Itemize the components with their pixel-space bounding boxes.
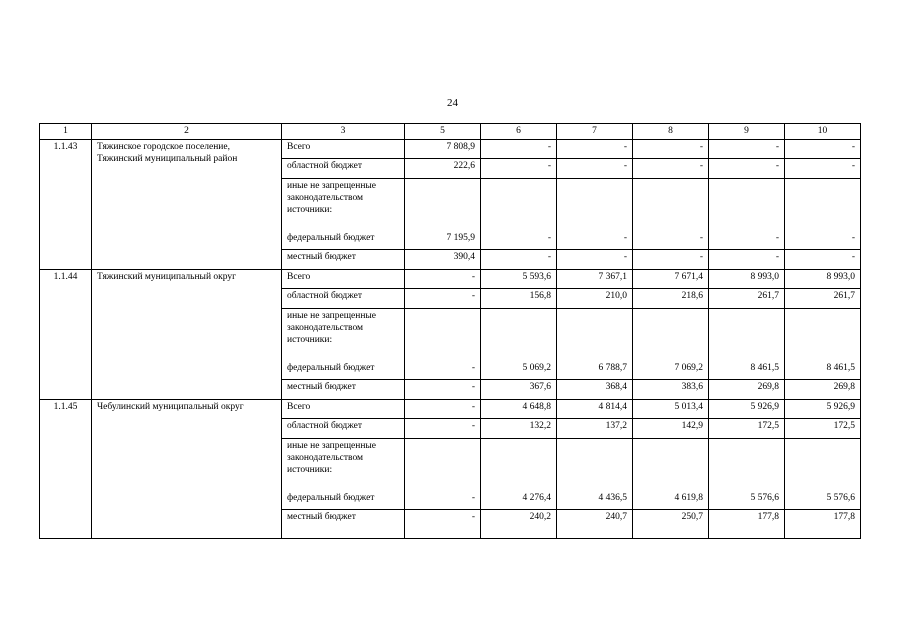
budget-value: 5 593,6 bbox=[481, 269, 557, 288]
budget-value: 4 648,8 bbox=[481, 399, 557, 418]
budget-value: 7 069,2 bbox=[633, 361, 709, 380]
budget-value: 177,8 bbox=[709, 510, 785, 539]
budget-value: - bbox=[405, 289, 481, 308]
budget-value: - bbox=[557, 159, 633, 178]
budget-value: - bbox=[481, 159, 557, 178]
budget-value: - bbox=[481, 231, 557, 250]
budget-value: 368,4 bbox=[557, 380, 633, 399]
budget-value: 137,2 bbox=[557, 419, 633, 438]
budget-value: 5 926,9 bbox=[709, 399, 785, 418]
budget-value bbox=[785, 308, 861, 361]
municipality-name: Тяжинский муниципальный округ bbox=[92, 269, 282, 399]
budget-value: 172,5 bbox=[709, 419, 785, 438]
funding-source-label: иные не запрещенные законодательством источники: bbox=[282, 308, 405, 361]
column-header: 5 bbox=[405, 124, 481, 140]
budget-value bbox=[557, 308, 633, 361]
page-number: 24 bbox=[447, 97, 458, 109]
budget-value bbox=[709, 438, 785, 491]
funding-source-label: Всего bbox=[282, 399, 405, 418]
budget-value: - bbox=[405, 269, 481, 288]
budget-value: 210,0 bbox=[557, 289, 633, 308]
budget-value: 172,5 bbox=[785, 419, 861, 438]
budget-value: - bbox=[633, 140, 709, 159]
budget-value: 240,7 bbox=[557, 510, 633, 539]
budget-value: 8 461,5 bbox=[709, 361, 785, 380]
funding-source-label: Всего bbox=[282, 140, 405, 159]
funding-source-label: местный бюджет bbox=[282, 250, 405, 269]
budget-value: 8 461,5 bbox=[785, 361, 861, 380]
budget-value bbox=[481, 308, 557, 361]
budget-value: 5 069,2 bbox=[481, 361, 557, 380]
table-body bbox=[40, 124, 861, 539]
budget-value: 5 576,6 bbox=[785, 491, 861, 510]
budget-value bbox=[709, 178, 785, 231]
funding-source-label: областной бюджет bbox=[282, 159, 405, 178]
budget-value: 4 619,8 bbox=[633, 491, 709, 510]
budget-value: - bbox=[405, 419, 481, 438]
budget-table bbox=[39, 123, 861, 539]
budget-value: 240,2 bbox=[481, 510, 557, 539]
budget-value bbox=[405, 178, 481, 231]
funding-source-label: областной бюджет bbox=[282, 289, 405, 308]
budget-value: 7 367,1 bbox=[557, 269, 633, 288]
column-header: 7 bbox=[557, 124, 633, 140]
budget-value bbox=[709, 308, 785, 361]
table-row bbox=[40, 269, 861, 288]
budget-value: 142,9 bbox=[633, 419, 709, 438]
budget-value: - bbox=[557, 250, 633, 269]
column-header: 2 bbox=[92, 124, 282, 140]
budget-value: - bbox=[709, 140, 785, 159]
budget-value: 390,4 bbox=[405, 250, 481, 269]
column-header: 6 bbox=[481, 124, 557, 140]
budget-value: - bbox=[785, 140, 861, 159]
column-header: 1 bbox=[40, 124, 92, 140]
budget-value: 177,8 bbox=[785, 510, 861, 539]
funding-source-label: Всего bbox=[282, 269, 405, 288]
budget-value: - bbox=[785, 159, 861, 178]
municipality-name: Чебулинский муниципальный округ bbox=[92, 399, 282, 538]
budget-value: 269,8 bbox=[785, 380, 861, 399]
budget-value: 8 993,0 bbox=[785, 269, 861, 288]
budget-value bbox=[633, 178, 709, 231]
budget-value: - bbox=[481, 140, 557, 159]
budget-value bbox=[557, 438, 633, 491]
budget-value: - bbox=[405, 399, 481, 418]
funding-source-label: федеральный бюджет bbox=[282, 361, 405, 380]
budget-value: 383,6 bbox=[633, 380, 709, 399]
column-header-row bbox=[40, 124, 861, 140]
municipality-name: Тяжинское городское поселение, Тяжинский муниципальный район bbox=[92, 140, 282, 270]
budget-value: - bbox=[709, 250, 785, 269]
budget-value: 222,6 bbox=[405, 159, 481, 178]
row-code: 1.1.45 bbox=[40, 399, 92, 538]
budget-value: - bbox=[557, 140, 633, 159]
budget-value bbox=[481, 178, 557, 231]
budget-value: 218,6 bbox=[633, 289, 709, 308]
budget-value: 4 276,4 bbox=[481, 491, 557, 510]
funding-source-label: областной бюджет bbox=[282, 419, 405, 438]
budget-value: - bbox=[405, 491, 481, 510]
budget-value bbox=[481, 438, 557, 491]
budget-value: - bbox=[633, 159, 709, 178]
row-code: 1.1.44 bbox=[40, 269, 92, 399]
budget-value: 7 808,9 bbox=[405, 140, 481, 159]
column-header: 10 bbox=[785, 124, 861, 140]
budget-value: 8 993,0 bbox=[709, 269, 785, 288]
budget-value: 250,7 bbox=[633, 510, 709, 539]
budget-value: 269,8 bbox=[709, 380, 785, 399]
budget-value bbox=[633, 308, 709, 361]
budget-value: 4 814,4 bbox=[557, 399, 633, 418]
budget-value: 5 013,4 bbox=[633, 399, 709, 418]
funding-source-label: иные не запрещенные законодательством источники: bbox=[282, 438, 405, 491]
budget-value: 5 576,6 bbox=[709, 491, 785, 510]
budget-value: 7 195,9 bbox=[405, 231, 481, 250]
funding-source-label: местный бюджет bbox=[282, 380, 405, 399]
budget-value: 156,8 bbox=[481, 289, 557, 308]
budget-value bbox=[785, 438, 861, 491]
column-header: 3 bbox=[282, 124, 405, 140]
budget-value: - bbox=[785, 231, 861, 250]
table-row bbox=[40, 140, 861, 159]
budget-value: 261,7 bbox=[709, 289, 785, 308]
row-code: 1.1.43 bbox=[40, 140, 92, 270]
funding-source-label: федеральный бюджет bbox=[282, 491, 405, 510]
table-row bbox=[40, 399, 861, 418]
funding-source-label: федеральный бюджет bbox=[282, 231, 405, 250]
budget-value: - bbox=[557, 231, 633, 250]
budget-value: - bbox=[633, 231, 709, 250]
budget-value: 261,7 bbox=[785, 289, 861, 308]
budget-value: - bbox=[481, 250, 557, 269]
budget-value bbox=[633, 438, 709, 491]
budget-value: 5 926,9 bbox=[785, 399, 861, 418]
budget-value: - bbox=[785, 250, 861, 269]
budget-value: 4 436,5 bbox=[557, 491, 633, 510]
column-header: 9 bbox=[709, 124, 785, 140]
budget-value: - bbox=[405, 361, 481, 380]
budget-value: 132,2 bbox=[481, 419, 557, 438]
budget-value: - bbox=[633, 250, 709, 269]
budget-value bbox=[785, 178, 861, 231]
budget-value: - bbox=[405, 380, 481, 399]
funding-source-label: иные не запрещенные законодательством источники: bbox=[282, 178, 405, 231]
budget-value bbox=[405, 438, 481, 491]
budget-value: 367,6 bbox=[481, 380, 557, 399]
budget-value: 6 788,7 bbox=[557, 361, 633, 380]
budget-value: - bbox=[709, 231, 785, 250]
budget-value bbox=[405, 308, 481, 361]
budget-value: - bbox=[405, 510, 481, 539]
budget-value: - bbox=[709, 159, 785, 178]
column-header: 8 bbox=[633, 124, 709, 140]
budget-value bbox=[557, 178, 633, 231]
budget-value: 7 671,4 bbox=[633, 269, 709, 288]
funding-source-label: местный бюджет bbox=[282, 510, 405, 539]
